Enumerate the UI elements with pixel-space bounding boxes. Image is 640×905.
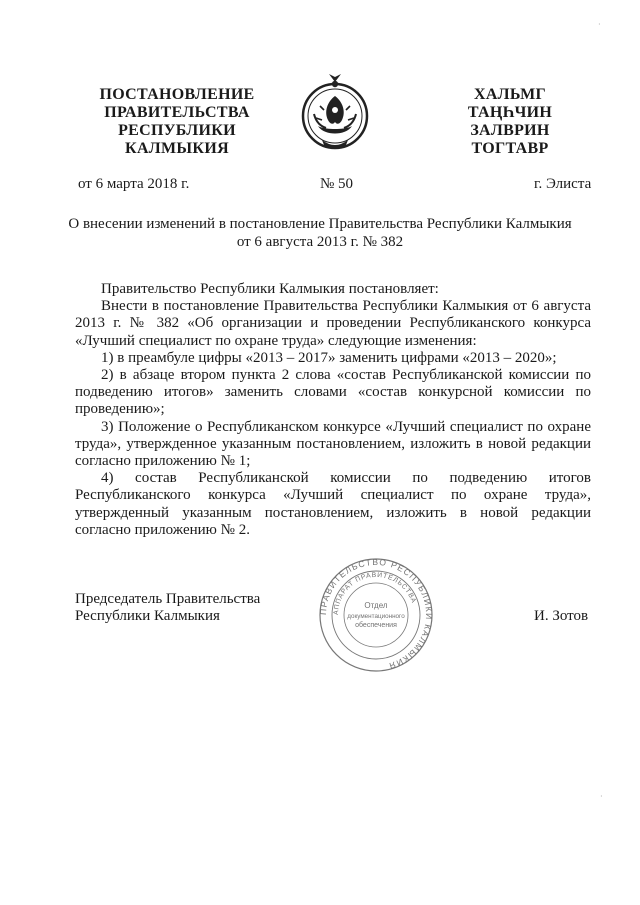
header-left-line: ПОСТАНОВЛЕНИЕ <box>99 86 255 103</box>
header-right-line: ТОГТАВР <box>471 140 549 157</box>
document-body <box>75 281 591 539</box>
header-right-line: ХАЛЬМГ <box>473 86 547 103</box>
header-left-line: ПРАВИТЕЛЬСТВА <box>104 104 250 121</box>
svg-text:обеспечения: обеспечения <box>355 622 397 629</box>
scan-mark: · <box>598 20 601 29</box>
title-line: от 6 августа 2013 г. № 382 <box>236 234 404 250</box>
coat-of-arms-emblem-icon <box>296 70 374 158</box>
body-paragraph: 3) Положение о Республиканском конкурсе «Лучший специалист по охране труда», утвержденное указанным постановлением, изложить в новой редакции согласно приложению № 1; <box>75 418 591 470</box>
svg-text:ПРАВИТЕЛЬСТВО РЕСПУБЛИКИ КАЛМЫ: ПРАВИТЕЛЬСТВО РЕСПУБЛИКИ КАЛМЫКИЯ <box>317 556 435 672</box>
body-paragraph: 2) в абзаце втором пункта 2 слова «состав Республиканской комиссии по подведению итогов» заменить словами «состав конкурсной комиссии по проведению»; <box>75 367 591 418</box>
document-title <box>66 215 574 251</box>
svg-text:Отдел: Отдел <box>364 601 388 610</box>
official-seal-stamp <box>317 556 435 674</box>
document-date: от 6 марта 2018 г. <box>78 176 190 192</box>
body-paragraph: Правительство Республики Калмыкия постановляет: <box>101 281 439 297</box>
document-number: № 50 <box>320 176 354 192</box>
header-kalmyk <box>448 86 572 158</box>
body-paragraph: 1) в преамбуле цифры «2013 – 2017» заменить цифрами «2013 – 2020»; <box>101 349 557 366</box>
header-right-line: ТАҢҺЧИН <box>467 104 553 121</box>
body-paragraph: Внести в постановление Правительства Республики Калмыкия от 6 августа 2013 г. № 382 «Об организации и проведении Республиканского конкурса «Лучший специалист по охране труда» следующие изменения: <box>75 298 591 349</box>
header-russian <box>92 86 262 158</box>
signatory-name: И. Зотов <box>534 608 589 624</box>
document-city: г. Элиста <box>534 176 592 192</box>
body-paragraph: 4) состав Республиканской комиссии по подведению итогов Республиканского конкурса «Лучший специалист по охране труда», утвержденный указанным постановлением, изложить в новой редакции согласно приложению № 2. <box>75 470 591 538</box>
signatory-title <box>75 591 260 625</box>
scan-mark: · <box>600 792 603 801</box>
svg-text:документационного: документационного <box>347 613 405 620</box>
header-right-line: ЗАЛВРИН <box>470 122 550 139</box>
header-left-line: КАЛМЫКИЯ <box>125 140 229 157</box>
signatory-title-line: Республики Калмыкия <box>75 608 220 624</box>
svg-text:АППАРАТ ПРАВИТЕЛЬСТВА: АППАРАТ ПРАВИТЕЛЬСТВА <box>332 571 418 616</box>
header-left-line: РЕСПУБЛИКИ <box>118 122 236 139</box>
title-line: О внесении изменений в постановление Правительства Республики Калмыкия <box>68 216 572 232</box>
signatory-title-line: Председатель Правительства <box>75 591 261 607</box>
